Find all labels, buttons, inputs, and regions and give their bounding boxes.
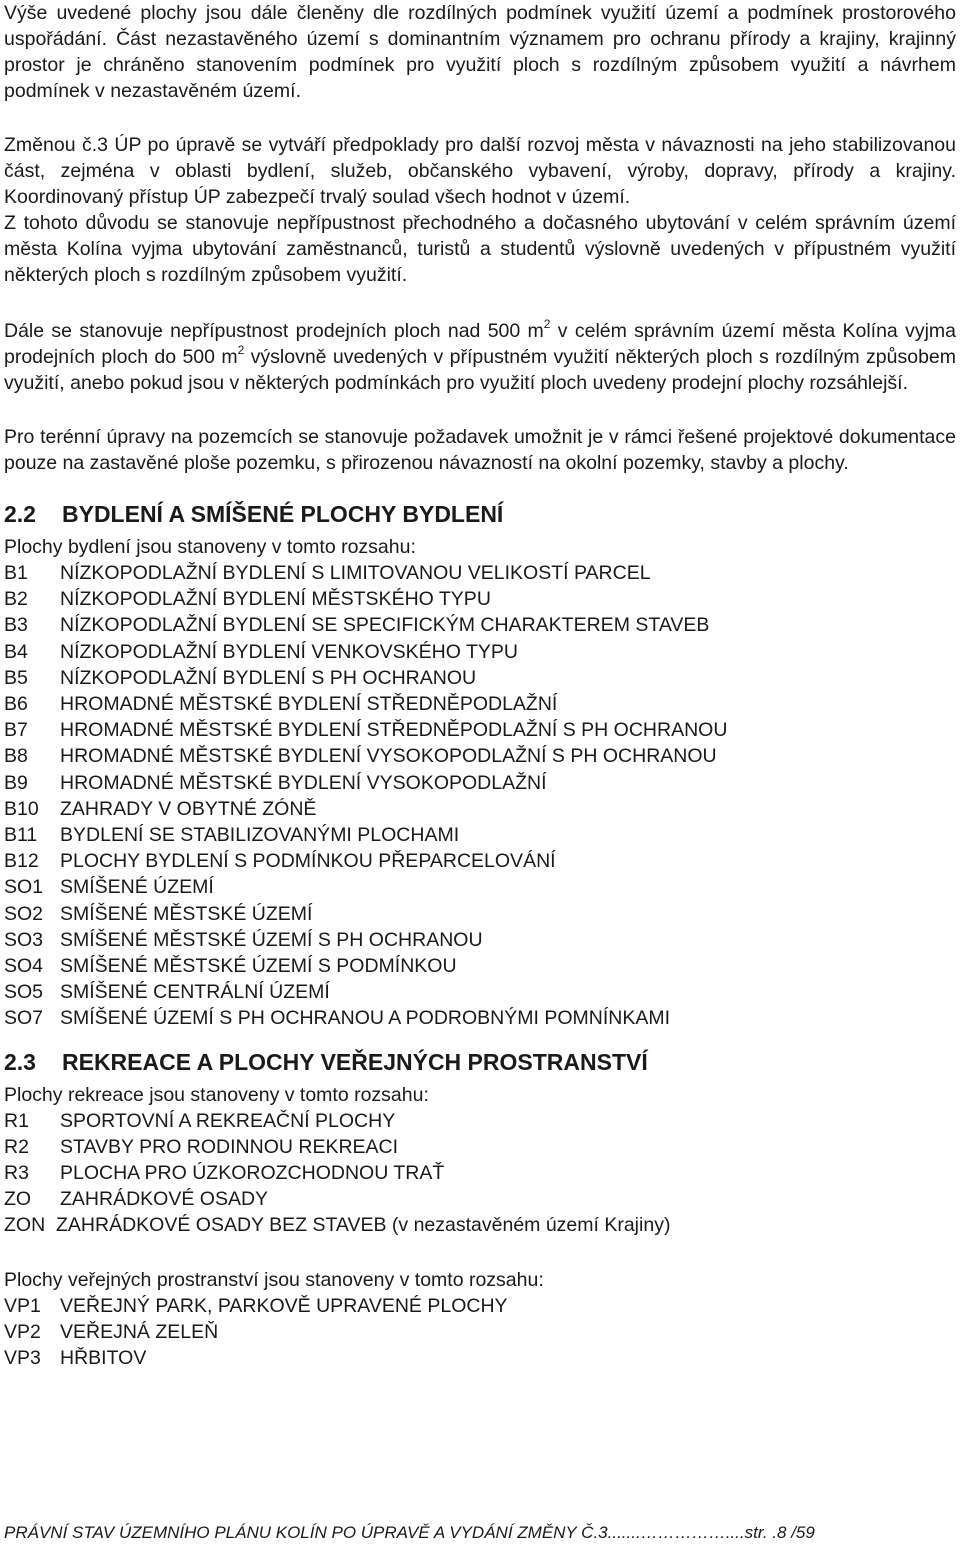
list-item (4, 901, 956, 927)
item-code: B6 (4, 693, 28, 716)
item-label: ZAHRADY V OBYTNÉ ZÓNĚ (60, 797, 317, 820)
list-item (4, 665, 956, 691)
item-code: SO3 (4, 928, 44, 951)
item-code: VP3 (4, 1347, 41, 1370)
item-code: B10 (4, 797, 39, 820)
superscript-2: 2 (543, 317, 551, 331)
item-label: STAVBY PRO RODINNOU REKREACI (60, 1135, 399, 1158)
item-label: NÍZKOPODLAŽNÍ BYDLENÍ SE SPECIFICKÝM CHARAKTEREM STAVEB (60, 614, 710, 637)
item-code: B12 (4, 850, 39, 873)
section-heading-2-2 (4, 500, 956, 528)
section-title: REKREACE A PLOCHY VEŘEJNÝCH PROSTRANSTVÍ (62, 1048, 648, 1075)
item-label: NÍZKOPODLAŽNÍ BYDLENÍ S PH OCHRANOU (60, 666, 477, 689)
list-item (4, 717, 956, 743)
spacer (4, 396, 956, 424)
list-item (4, 639, 956, 665)
list-item (4, 874, 956, 900)
item-label: BYDLENÍ SE STABILIZOVANÝMI PLOCHAMI (60, 824, 460, 847)
item-label: NÍZKOPODLAŽNÍ BYDLENÍ S LIMITOVANOU VELIKOSTÍ PARCEL (60, 562, 651, 584)
item-label: HROMADNÉ MĚSTSKÉ BYDLENÍ STŘEDNĚPODLAŽNÍ (60, 693, 558, 716)
list-item (4, 1108, 956, 1134)
section-number: 2.3 (4, 1048, 36, 1075)
item-label: NÍZKOPODLAŽNÍ BYDLENÍ VENKOVSKÉHO TYPU (60, 640, 519, 663)
list-item (4, 560, 956, 586)
item-code: SO1 (4, 876, 44, 899)
item-label: HŘBITOV (60, 1347, 147, 1370)
item-code: SO7 (4, 1007, 44, 1030)
item-code: R3 (4, 1162, 29, 1185)
list-item (4, 927, 956, 953)
list-item (4, 1212, 956, 1238)
item-code: B1 (4, 562, 28, 584)
item-code: B3 (4, 614, 28, 637)
list-rekreace (4, 1108, 956, 1239)
spacer (4, 1239, 956, 1267)
superscript-2: 2 (237, 343, 245, 357)
item-code: SO5 (4, 981, 44, 1004)
section-number: 2.2 (4, 501, 36, 527)
item-code: B8 (4, 745, 28, 768)
item-code: B9 (4, 771, 28, 794)
spacer (4, 476, 956, 500)
list-bydleni (4, 560, 956, 1032)
item-label: VEŘEJNÝ PARK, PARKOVĚ UPRAVENÉ PLOCHY (60, 1294, 508, 1317)
intro-paragraph-4 (4, 318, 956, 396)
item-code: R2 (4, 1135, 29, 1158)
list-item (4, 822, 956, 848)
paragraph-4-part-b: v celém správním území města Kolína vyjma prodejních ploch do 500 m (4, 320, 957, 368)
spacer (4, 288, 956, 318)
list-item (4, 1005, 956, 1031)
list-intro-verejna-prostranstvi: Plochy veřejných prostranství jsou stanoveny v tomto rozsahu: (4, 1268, 544, 1291)
item-label: ZAHRÁDKOVÉ OSADY (60, 1188, 269, 1211)
list-item (4, 691, 956, 717)
paragraph-4-part-a: Dále se stanovuje nepřípustnost prodejních ploch nad 500 m (4, 320, 544, 342)
spacer (4, 104, 956, 130)
item-code: B2 (4, 588, 28, 611)
item-label: NÍZKOPODLAŽNÍ BYDLENÍ MĚSTSKÉHO TYPU (60, 588, 491, 611)
list-intro-rekreace: Plochy rekreace jsou stanoveny v tomto rozsahu: (4, 1083, 429, 1106)
document-page (4, 0, 956, 1371)
item-code: B5 (4, 666, 28, 689)
list-item (4, 1160, 956, 1186)
list-item (4, 1345, 956, 1371)
paragraph-4-part-c: výslovně uvedených v přípustném využití některých ploch s rozdílným způsobem využití, anebo pokud jsou v některých podmínkách pro využití ploch uvedeny prodejní plochy rozsáhlejší. (4, 346, 957, 394)
section-title: BYDLENÍ A SMÍŠENÉ PLOCHY BYDLENÍ (62, 501, 504, 527)
item-code: VP2 (4, 1320, 41, 1343)
item-label: SMÍŠENÉ ÚZEMÍ (60, 876, 214, 899)
list-item (4, 1319, 956, 1345)
item-code: ZO (4, 1188, 32, 1211)
item-code: VP1 (4, 1294, 41, 1317)
list-intro-bydleni: Plochy bydlení jsou stanoveny v tomto rozsahu: (4, 536, 416, 558)
page-footer: PRÁVNÍ STAV ÚZEMNÍHO PLÁNU KOLÍN PO ÚPRAVĚ A VYDÁNÍ ZMĚNY Č.3.......……………....str. .8 /59 (4, 1523, 815, 1542)
list-item (4, 586, 956, 612)
intro-paragraph-2: Změnou č.3 ÚP po úpravě se vytváří předpoklady pro další rozvoj města v návaznosti na jeho stabilizovanou část, zejména v oblasti bydlení, služeb, občanského vybavení, výroby, dopravy, přírody a krajiny. Koordinovaný přístup ÚP zabezpečí trvalý soulad všech hodnot v území. (4, 134, 956, 208)
item-code: B4 (4, 640, 28, 663)
item-code: B11 (4, 824, 38, 847)
intro-paragraph-1: Výše uvedené plochy jsou dále členěny dle rozdílných podmínek využití území a podmínek prostorového uspořádání. Část nezastavěného území s dominantním významem pro ochranu přírody a krajiny, krajinný prostor je chráněno stanovením podmínek pro využití ploch s rozdílným způsobem využití a návrhem podmínek v nezastavěném území. (4, 2, 956, 102)
list-item (4, 612, 956, 638)
intro-paragraph-3: Z tohoto důvodu se stanovuje nepřípustnost přechodného a dočasného ubytování v celém správním území města Kolína vyjma ubytování zaměstnanců, turistů a studentů výslovně uvedených v přípustném využití některých ploch s rozdílným způsobem využití. (4, 212, 956, 286)
section-heading-2-3 (4, 1048, 956, 1076)
item-label: SMÍŠENÉ MĚSTSKÉ ÚZEMÍ (60, 902, 313, 925)
item-code: SO2 (4, 902, 44, 925)
list-item (4, 770, 956, 796)
item-label: SMÍŠENÉ MĚSTSKÉ ÚZEMÍ S PH OCHRANOU (60, 928, 483, 951)
list-verejna-prostranstvi (4, 1293, 956, 1372)
item-label: HROMADNÉ MĚSTSKÉ BYDLENÍ STŘEDNĚPODLAŽNÍ S PH OCHRANOU (60, 719, 728, 742)
list-item (4, 1186, 956, 1212)
list-item (4, 743, 956, 769)
spacer (4, 1032, 956, 1048)
list-item (4, 1134, 956, 1160)
item-label: SMÍŠENÉ ÚZEMÍ S PH OCHRANOU A PODROBNÝMI POMNÍNKAMI (60, 1007, 670, 1030)
item-code: SO4 (4, 955, 44, 978)
list-item (4, 1293, 956, 1319)
list-item (4, 979, 956, 1005)
list-item (4, 848, 956, 874)
item-label: HROMADNÉ MĚSTSKÉ BYDLENÍ VYSOKOPODLAŽNÍ S PH OCHRANOU (60, 745, 717, 768)
item-label: HROMADNÉ MĚSTSKÉ BYDLENÍ VYSOKOPODLAŽNÍ (60, 771, 547, 794)
item-label: SPORTOVNÍ A REKREAČNÍ PLOCHY (60, 1109, 396, 1132)
intro-paragraph-5: Pro terénní úpravy na pozemcích se stanovuje požadavek umožnit je v rámci řešené projektové dokumentace pouze na zastavěné ploše pozemku, s přirozenou návazností na okolní pozemky, stavby a plochy. (4, 426, 956, 474)
item-code: ZON (4, 1214, 46, 1237)
item-label: PLOCHA PRO ÚZKOROZCHODNOU TRAŤ (60, 1162, 445, 1185)
item-label: SMÍŠENÉ CENTRÁLNÍ ÚZEMÍ (60, 981, 330, 1004)
list-item (4, 953, 956, 979)
item-label: ZAHRÁDKOVÉ OSADY BEZ STAVEB (v nezastavěném území Krajiny) (56, 1214, 671, 1237)
list-item (4, 796, 956, 822)
item-label: VEŘEJNÁ ZELEŇ (60, 1320, 219, 1343)
item-code: R1 (4, 1109, 29, 1132)
item-label: PLOCHY BYDLENÍ S PODMÍNKOU PŘEPARCELOVÁNÍ (60, 850, 556, 873)
item-label: SMÍŠENÉ MĚSTSKÉ ÚZEMÍ S PODMÍNKOU (60, 955, 457, 978)
item-code: B7 (4, 719, 28, 742)
